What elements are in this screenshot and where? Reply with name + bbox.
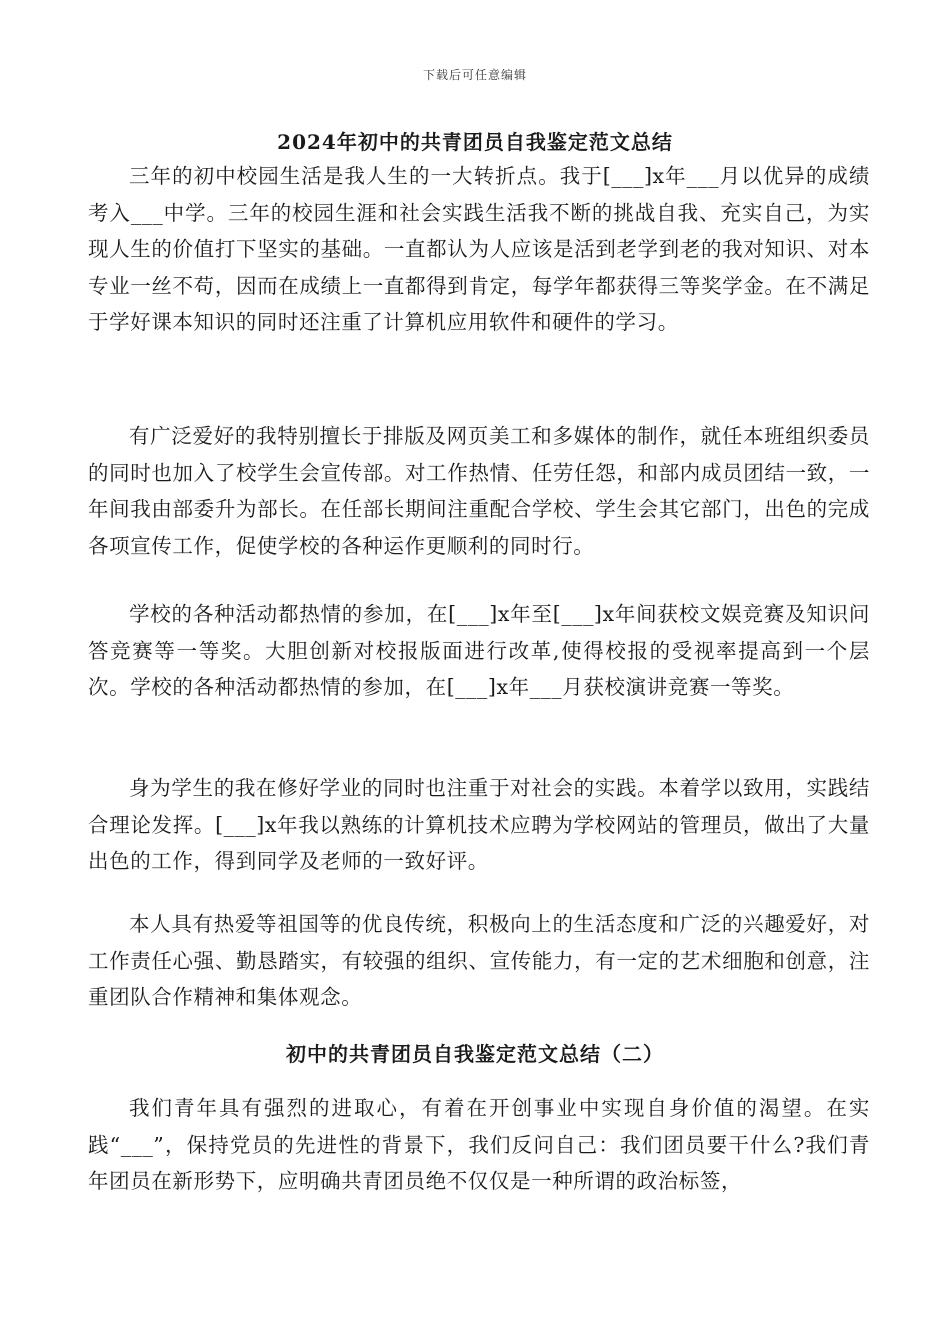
document-title: 2024年初中的共青团员自我鉴定范文总结 bbox=[277, 130, 673, 154]
paragraph-2: 有广泛爱好的我特别擅长于排版及网页美工和多媒体的制作，就任本班组织委员的同时也加入了校学生会宣传部。对工作热情、任劳任怨，和部内成员团结一致，一年间我由部委升为部长。在任部长期间注重配合学校、学生会其它部门，出色的完成各项宣传工作，促使学校的各种运作更顺利的同时行。 bbox=[88, 424, 870, 558]
section-2-paragraph-1: 我们青年具有强烈的进取心，有着在开创事业中实现自身价值的渴望。在实践“___”，保持党员的先进性的背景下，我们反问自己：我们团员要干什么?我们青年团员在新形势下，应明确共青团员绝不仅仅是一种所谓的政治标签， bbox=[88, 1096, 870, 1193]
header-note: 下载后可任意编辑 bbox=[422, 68, 527, 82]
paragraph-5: 本人具有热爱等祖国等的优良传统，积极向上的生活态度和广泛的兴趣爱好，对工作责任心强、勤恳踏实，有较强的组织、宣传能力，有一定的艺术细胞和创意，注重团队合作精神和集体观念。 bbox=[88, 912, 870, 1009]
paragraph-4: 身为学生的我在修好学业的同时也注重于对社会的实践。本着学以致用，实践结合理论发挥。[___]x年我以熟练的计算机技术应聘为学校网站的管理员，做出了大量出色的工作，得到同学及老师的一致好评。 bbox=[88, 776, 870, 873]
paragraph-1: 三年的初中校园生活是我人生的一大转折点。我于[___]x年___月以优异的成绩考入___中学。三年的校园生涯和社会实践生活我不断的挑战自我、充实自己，为实现人生的价值打下坚实的基础。一直都认为人应该是活到老学到老的我对知识、对本专业一丝不苟，因而在成绩上一直都得到肯定，每学年都获得三等奖学金。在不满足于学好课本知识的同时还注重了计算机应用软件和硬件的学习。 bbox=[88, 164, 870, 334]
section-2-title: 初中的共青团员自我鉴定范文总结（二） bbox=[286, 1042, 664, 1066]
paragraph-3: 学校的各种活动都热情的参加，在[___]x年至[___]x年间获校文娱竞赛及知识问答竞赛等一等奖。大胆创新对校报版面进行改革,使得校报的受视率提高到一个层次。学校的各种活动都热情的参加，在[___]x年___月获校演讲竞赛一等奖。 bbox=[88, 602, 870, 699]
